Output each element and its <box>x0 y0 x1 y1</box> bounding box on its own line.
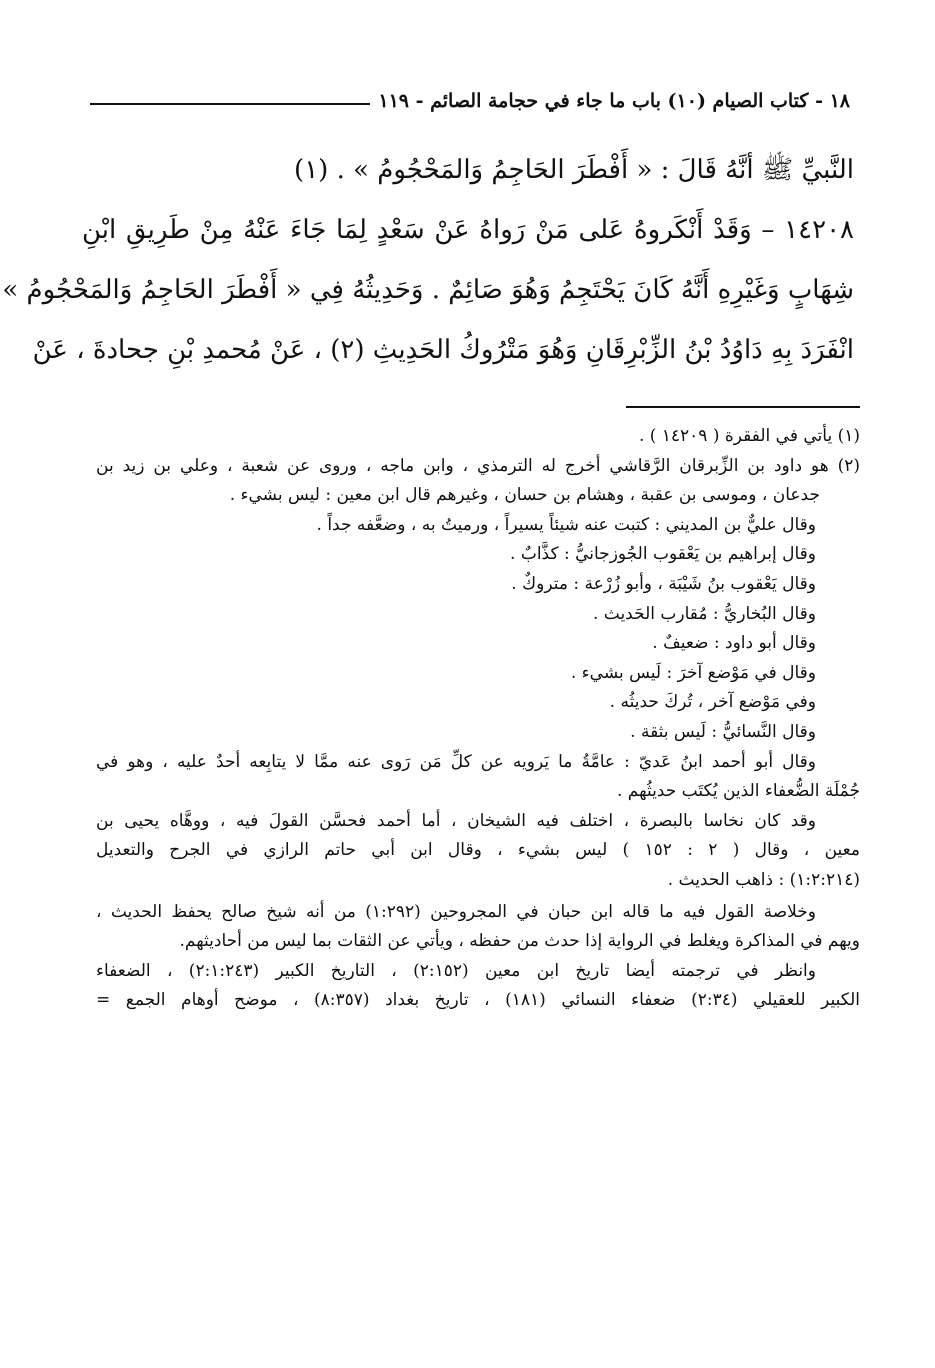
main-text <box>2 140 854 380</box>
footnote-line: وقال في مَوْضع آخرَ : لَيس بشيء . <box>570 662 816 683</box>
footnotes <box>96 422 860 1016</box>
footnote-line: (١:٢:٢١٤) : ذاهب الحديث . <box>667 869 860 890</box>
footnote-line: وقال إبراهيم بن يَعْقوب الجُوزجانيُّ : كذَّابٌ . <box>510 544 816 565</box>
footnote-line: معين ، وقال ( ٢ : ١٥٢ ) ليس بشيء ، وقال ابن أبي حاتم الرازي في الجرح والتعديل <box>96 840 860 861</box>
main-line: شِهَابٍ وَغَيْرِهِ أَنَّهُ كَانَ يَحْتَجِمُ وَهُوَ صَائِمٌ . وَحَدِيثُهُ فِي « أَفْطَرَ الحَاجِمُ وَالمَحْجُومُ » <box>2 275 854 305</box>
footnote-line: وقال البُخاريُّ : مُقارب الحَديث . <box>592 603 816 624</box>
footnote-line: وفي مَوْضع آخر ، تُركَ حديثُه . <box>609 692 816 713</box>
header-rule <box>90 103 370 105</box>
footnote-line: وانظر في ترجمته أيضا تاريخ ابن معين (٢:١٥٢) ، التاريخ الكبير (٢:١:٢٤٣) ، الضعفاء <box>96 960 816 981</box>
main-line: انْفَرَدَ بِهِ دَاوُدُ بْنُ الزِّبْرِقَانِ وَهُوَ مَتْرُوكُ الحَدِيثِ (٢) ، عَنْ مُحمدِ بْنِ جحادةَ ، عَنْ <box>32 335 854 365</box>
running-header <box>90 84 850 118</box>
main-line: النَّبيِّ ﷺ أنَّهُ قَالَ : « أَفْطَرَ الحَاجِمُ وَالمَحْجُومُ » . (١) <box>294 155 854 185</box>
footnote-separator <box>626 406 860 408</box>
footnote-line: ويهم في المذاكرة ويغلط في الرواية إذا حدث من حفظه ، ويأتي عن الثقات بما ليس من أحاديثهم. <box>179 931 860 952</box>
footnote-line: جدعان ، وموسى بن عقبة ، وهشام بن حسان ، وغيرهم قال ابن معين : ليس بشيء . <box>229 485 820 506</box>
footnote-line: (٢) هو داود بن الزِّبرقان الرَّقاشي أخرج له الترمذي ، وابن ماجه ، وروى عن شعبة ، وعلي بن زيد بن <box>96 455 860 476</box>
footnote-line: وقال يَعْقوب بنُ شَيْبَة ، وأبو زُرْعة : متروكٌ . <box>511 573 816 594</box>
main-line: ١٤٢٠٨ – وَقَدْ أَنْكَروهُ عَلى مَنْ رَواهُ عَنْ سَعْدٍ لِمَا جَاءَ عَنْهُ مِنْ طَرِيقِ ابْنِ <box>82 215 854 245</box>
footnote-line: الكبير للعقيلي (٢:٣٤) ضعفاء النسائي (١٨١) ، تاريخ بغداد (٨:٣٥٧) ، موضح أوهام الجمع = <box>96 990 860 1011</box>
footnote-line: (١) يأتي في الفقرة ( ١٤٢٠٩ ) . <box>638 426 860 446</box>
footnote-line: وقال عليٌّ بن المديني : كتبت عنه شيئاً يسيراً ، ورميتُ به ، وضعَّفه جداً . <box>316 514 816 535</box>
footnote-line: وقد كان نخاسا بالبصرة ، اختلف فيه الشيخان ، أما أحمد فحسَّن القولَ فيه ، ووهَّاه يحيى بن <box>96 810 816 831</box>
footnote-line: جُمْلَة الضُّعفاء الذين يُكتَب حديثُهم . <box>616 781 860 802</box>
footnote-line: وخلاصة القول فيه ما قاله ابن حبان في المجروحين (١:٢٩٢) من أنه شيخ صالح يحفظ الحديث ، <box>96 901 816 922</box>
footnote-line: وقال النَّسائيُّ : لَيس بثقة . <box>630 721 816 742</box>
running-title: ١٨ - كتاب الصيام (١٠) باب ما جاء في حجامة الصائم - ١١٩ <box>378 90 850 112</box>
footnote-line: وقال أبو أحمد ابنُ عَديّ : عامَّةُ ما يَرويه عن كلِّ مَن رَوى عنه ممَّا لا يتابِعه أحدٌ عليه ، وهو في <box>96 751 816 772</box>
footnote-line: وقال أبو داود : ضعيفٌ . <box>652 633 816 654</box>
